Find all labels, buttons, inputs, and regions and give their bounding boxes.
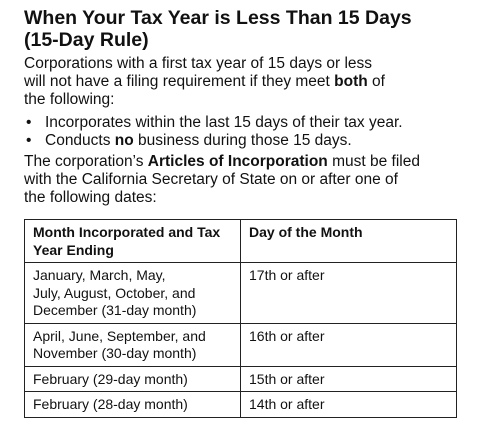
day-cell: 17th or after (241, 263, 457, 324)
month-line: December (31-day month) (33, 302, 197, 318)
articles-text: The corporation’s (24, 153, 148, 170)
list-item (24, 132, 464, 150)
table-row (25, 263, 457, 324)
month-cell (25, 263, 241, 324)
intro-paragraph (24, 55, 464, 109)
heading-line-1: When Your Tax Year is Less Than 15 Days (24, 7, 412, 29)
month-line: February (29-day month) (33, 370, 188, 387)
bullet-icon: • (26, 114, 32, 131)
day-cell: 14th or after (241, 392, 457, 418)
list-item-text: business during those 15 days. (133, 132, 352, 149)
list-item-text: Conducts (45, 132, 115, 149)
intro-line-3: the following: (24, 91, 115, 108)
column-header-day: Day of the Month (241, 220, 457, 263)
articles-paragraph (24, 153, 464, 207)
articles-line-3: the following dates: (24, 189, 157, 206)
requirements-list (24, 114, 464, 150)
month-line: January, March, May, (33, 267, 166, 283)
articles-line-2: with the California Secretary of State on or after one of (24, 171, 398, 188)
month-line: July, August, October, and (33, 284, 196, 301)
filing-dates-table (24, 219, 457, 418)
articles-text: must be filed (327, 153, 420, 170)
list-item-bold: no (114, 132, 134, 149)
column-header-month: Month Incorporated and Tax Year Ending (25, 220, 241, 263)
table-row (25, 366, 457, 392)
list-item-text: Incorporates within the last 15 days of their tax year. (45, 114, 403, 131)
section-heading (24, 7, 464, 51)
month-line: November (30-day month) (33, 345, 197, 361)
table-row (25, 323, 457, 366)
month-line: April, June, September, and (33, 327, 206, 344)
day-cell: 15th or after (241, 366, 457, 392)
month-line: February (28-day month) (33, 396, 188, 412)
table-header-row (25, 220, 457, 263)
month-cell (25, 323, 241, 366)
month-cell (25, 392, 241, 418)
month-cell (25, 366, 241, 392)
list-item (24, 114, 464, 132)
intro-line-2 (24, 73, 464, 91)
bullet-icon: • (26, 132, 32, 149)
day-cell: 16th or after (241, 323, 457, 366)
heading-line-2: (15-Day Rule) (24, 29, 149, 51)
intro-text: of (367, 73, 385, 90)
intro-bold-both: both (334, 73, 368, 90)
articles-bold: Articles of Incorporation (147, 153, 328, 170)
table-row (25, 392, 457, 418)
articles-line-1 (24, 153, 464, 171)
intro-text: will not have a filing requirement if they meet (24, 73, 335, 90)
intro-line-1: Corporations with a first tax year of 15 days or less (24, 55, 373, 72)
